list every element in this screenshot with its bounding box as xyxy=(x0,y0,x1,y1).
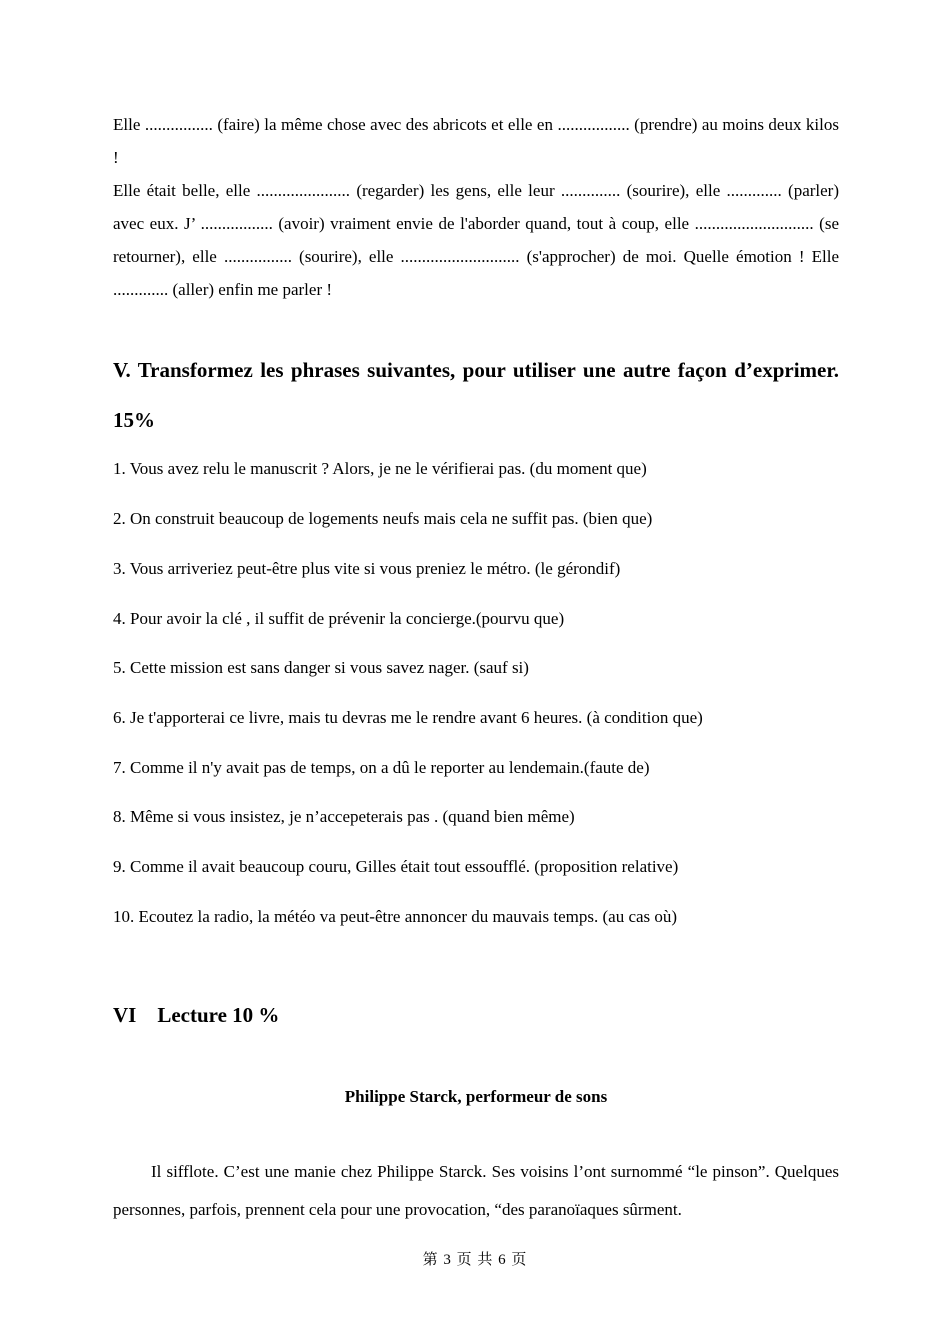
section-vi-heading: VI Lecture 10 % xyxy=(113,1003,280,1027)
reading-passage xyxy=(113,1153,839,1229)
list-item: 2. On construit beaucoup de logements neufs mais cela ne suffit pas. (bien que) xyxy=(113,509,653,528)
section-v-heading-block xyxy=(113,345,839,445)
list-item: 8. Même si vous insistez, je n’accepeterais pas . (quand bien même) xyxy=(113,807,575,826)
page-number: 第 3 页 共 6 页 xyxy=(422,1252,528,1268)
section-v-heading: V. Transformez les phrases suivantes, pour utiliser une autre façon d’exprimer. 15% xyxy=(113,358,839,432)
reading-title: Philippe Starck, performeur de sons xyxy=(344,1087,608,1106)
list-item: 4. Pour avoir la clé , il suffit de prévenir la concierge.(pourvu que) xyxy=(113,609,565,628)
list-item: 5. Cette mission est sans danger si vous savez nager. (sauf si) xyxy=(113,658,529,677)
list-item: 10. Ecoutez la radio, la météo va peut-être annoncer du mauvais temps. (au cas où) xyxy=(113,907,678,926)
paragraph-abricots: Elle ................ (faire) la même chose avec des abricots et elle en ................. (prendre) au moins deux kilos ! xyxy=(113,115,839,167)
list-item: 6. Je t'apporterai ce livre, mais tu devras me le rendre avant 6 heures. (à condition que) xyxy=(113,708,703,727)
exercise-text xyxy=(113,108,839,306)
reading-paragraph: Il sifflote. C’est une manie chez Philippe Starck. Ses voisins l’ont surnommé “le pinson”. Quelques personnes, parfois, prennent cela pour une provocation, “des paranoïaques sûrment. xyxy=(113,1162,839,1219)
list-item: 1. Vous avez relu le manuscrit ? Alors, je ne le vérifierai pas. (du moment que) xyxy=(113,459,647,478)
list-item: 9. Comme il avait beaucoup couru, Gilles était tout essoufflé. (proposition relative) xyxy=(113,857,679,876)
paragraph-elle-etait-belle: Elle était belle, elle ...................... (regarder) les gens, elle leur .............. (sourire), elle ............. (parler) avec eux. J’ ................. (avoir) vraiment envie de l'aborder quand, tout à coup, elle ............................ (se retourner), elle ................ (sourire), elle ............................ (s'approcher) de moi. Quelle émotion ! Elle ............. (aller) enfin me parler ! xyxy=(113,181,839,299)
list-item: 3. Vous arriveriez peut-être plus vite si vous preniez le métro. (le gérondif) xyxy=(113,559,621,578)
list-item: 7. Comme il n'y avait pas de temps, on a dû le reporter au lendemain.(faute de) xyxy=(113,758,650,777)
